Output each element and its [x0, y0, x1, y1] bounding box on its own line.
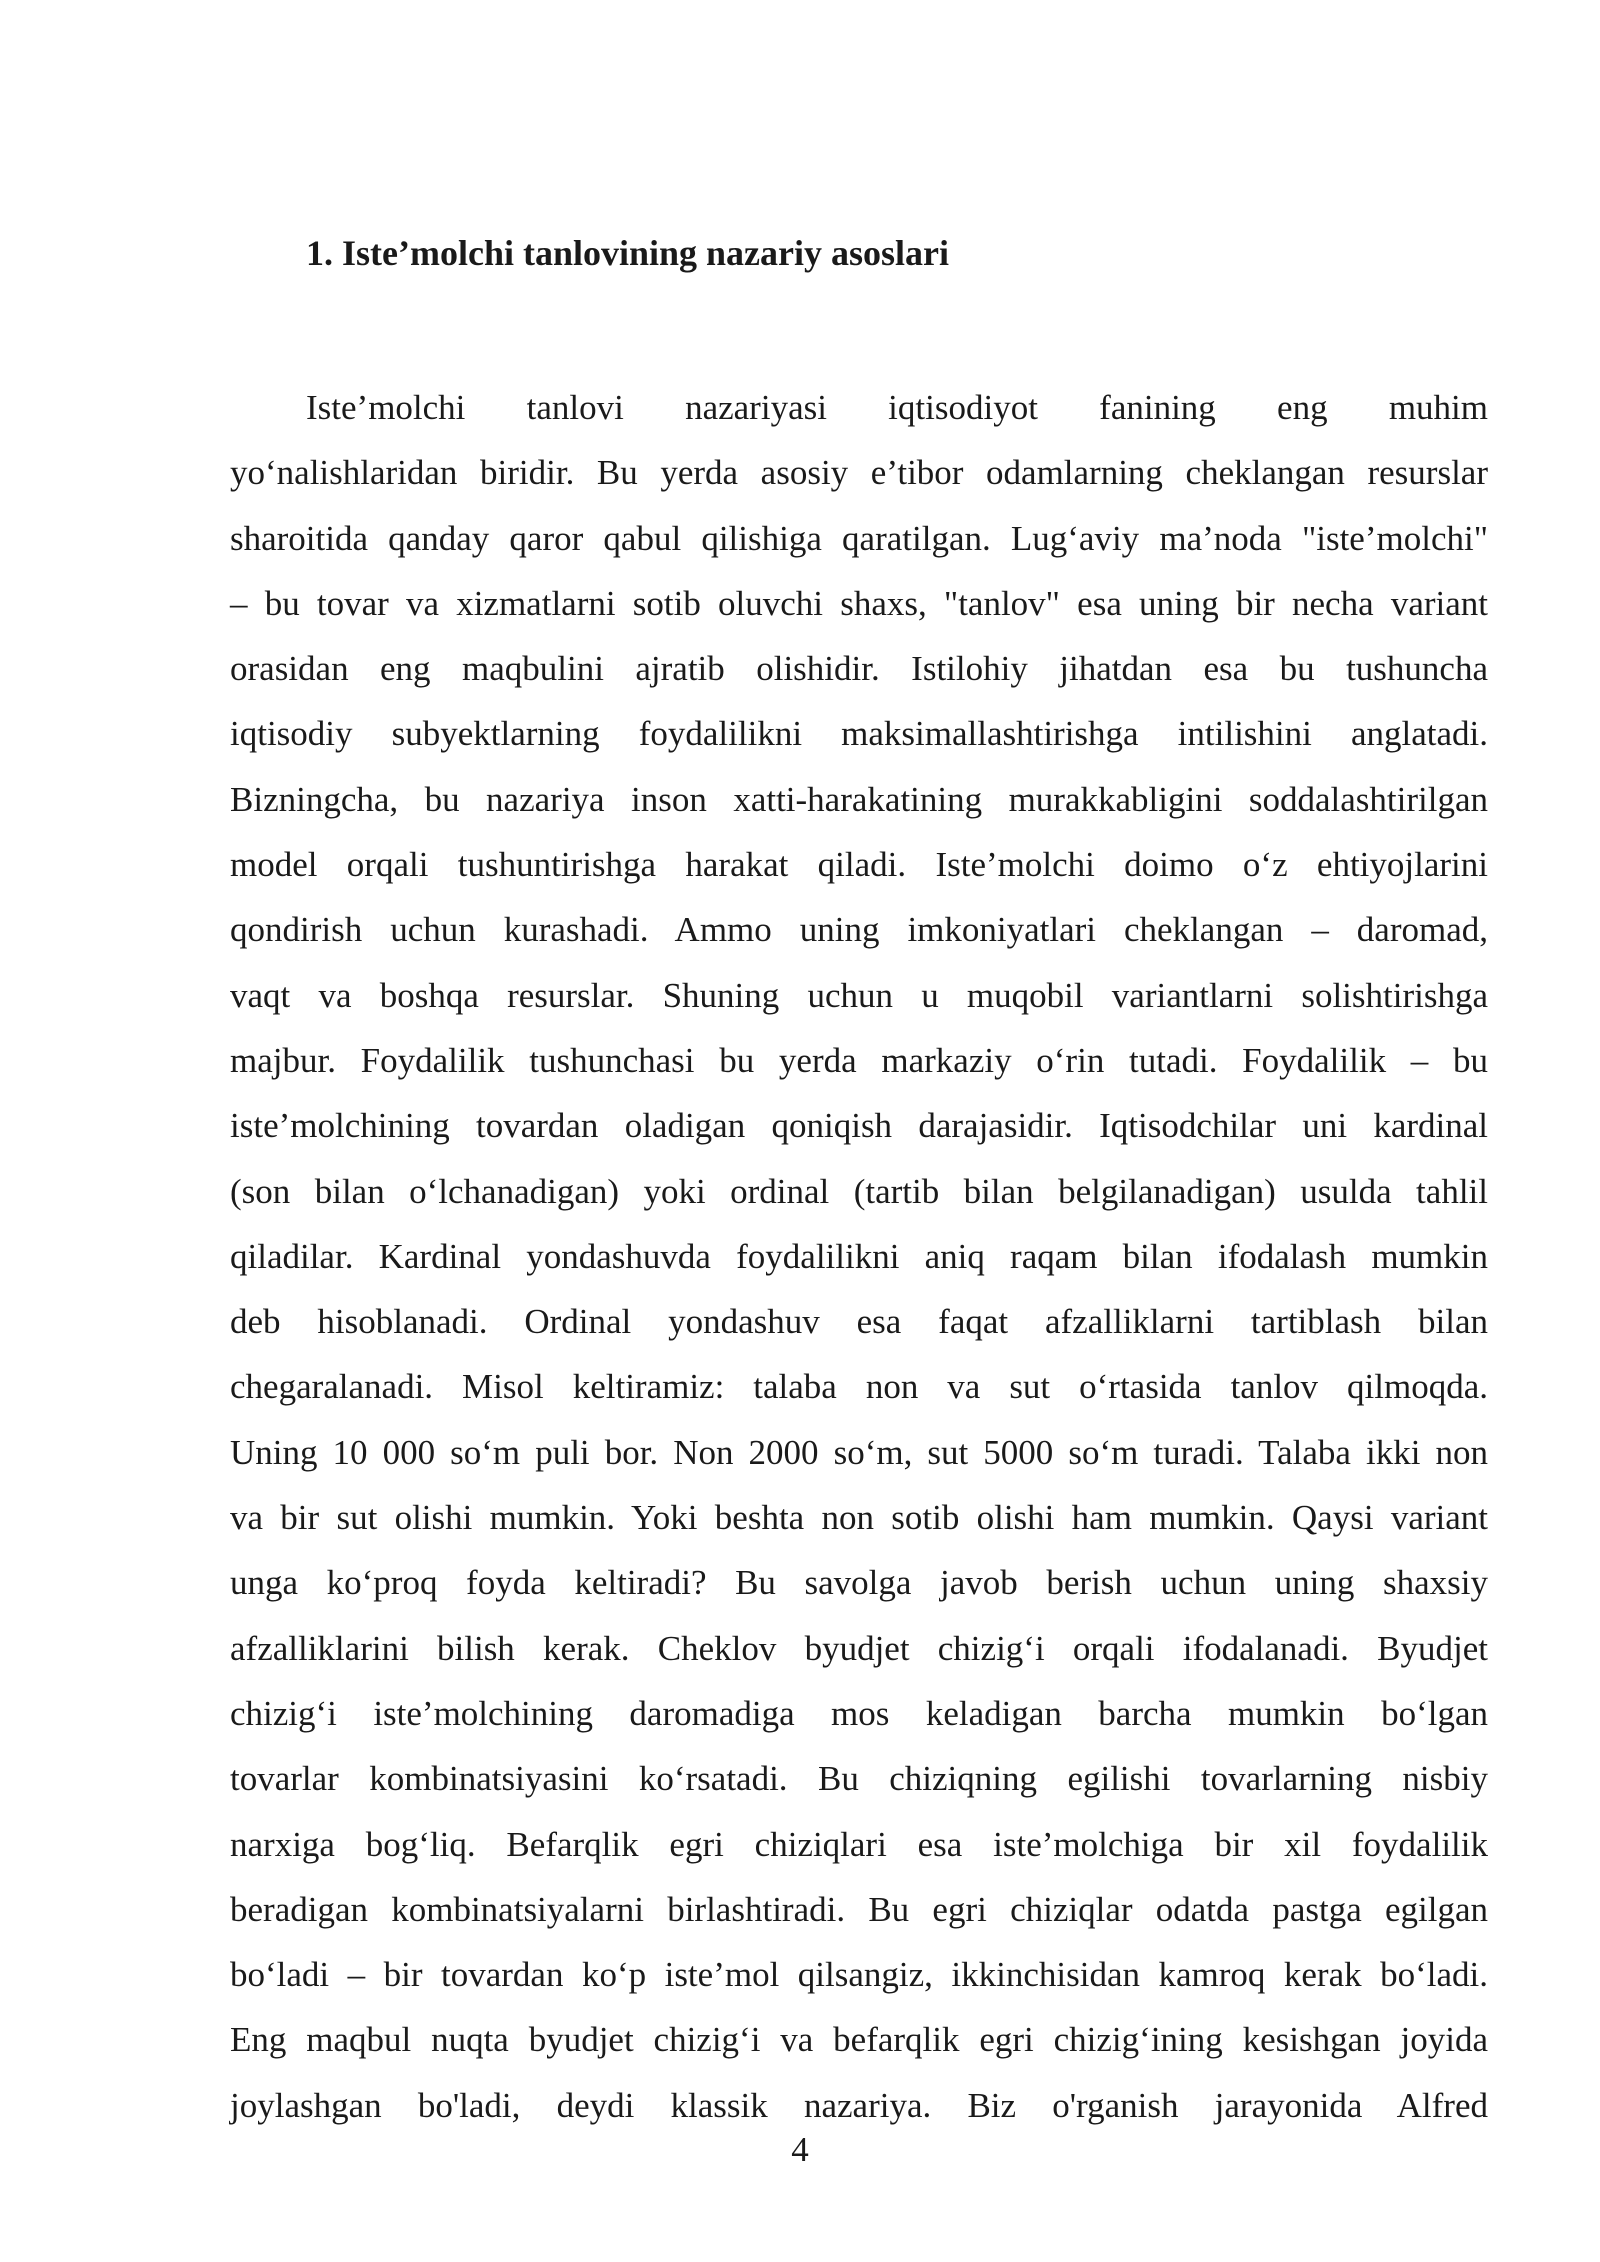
paragraph-line: vaqt va boshqa resurslar. Shuning uchun u muqobil variantlarni solishtirishga [230, 975, 1488, 1015]
paragraph-line: model orqali tushuntirishga harakat qiladi. Iste’molchi doimo o‘z ehtiyojlarini [230, 845, 1488, 885]
section-heading: 1. Iste’molchi tanlovining nazariy asoslari [306, 233, 950, 273]
paragraph-line: qondirish uchun kurashadi. Ammo uning imkoniyatlari cheklangan – daromad, [230, 910, 1488, 950]
paragraph-line: narxiga bog‘liq. Befarqlik egri chiziqlari esa iste’molchiga bir xil foydalilik [230, 1824, 1488, 1864]
paragraph-line: bo‘ladi – bir tovardan ko‘p iste’mol qilsangiz, ikkinchisidan kamroq kerak bo‘ladi. [230, 1955, 1488, 1995]
paragraph-line: va bir sut olishi mumkin. Yoki beshta non sotib olishi ham mumkin. Qaysi variant [230, 1498, 1488, 1538]
paragraph-line: afzalliklarini bilish kerak. Cheklov byudjet chizig‘i orqali ifodalanadi. Byudjet [230, 1628, 1488, 1668]
page-number: 4 [791, 2130, 809, 2169]
paragraph-line: unga ko‘proq foyda keltiradi? Bu savolga javob berish uchun uning shaxsiy [230, 1563, 1488, 1603]
paragraph-line: iqtisodiy subyektlarning foydalilikni maksimallashtirishga intilishini anglatadi. [230, 714, 1488, 754]
paragraph-line: joylashgan bo'ladi, deydi klassik nazariya. Biz o'rganish jarayonida Alfred [230, 2085, 1488, 2125]
paragraph-line: chizig‘i iste’molchining daromadiga mos keladigan barcha mumkin bo‘lgan [230, 1693, 1488, 1733]
paragraph-line: chegaralanadi. Misol keltiramiz: talaba non va sut o‘rtasida tanlov qilmoqda. [230, 1367, 1488, 1407]
paragraph-line: beradigan kombinatsiyalarni birlashtiradi. Bu egri chiziqlar odatda pastga egilgan [230, 1889, 1488, 1929]
paragraph-line: Uning 10 000 so‘m puli bor. Non 2000 so‘m, sut 5000 so‘m turadi. Talaba ikki non [230, 1432, 1488, 1472]
paragraph-line: Bizningcha, bu nazariya inson xatti-harakatining murakkabligini soddalashtirilgan [230, 779, 1488, 819]
paragraph-line: sharoitida qanday qaror qabul qilishiga qaratilgan. Lug‘aviy ma’noda "iste’molchi" [230, 518, 1488, 558]
paragraph-line: tovarlar kombinatsiyasini ko‘rsatadi. Bu chiziqning egilishi tovarlarning nisbiy [230, 1759, 1488, 1799]
paragraph-line: orasidan eng maqbulini ajratib olishidir. Istilohiy jihatdan esa bu tushuncha [230, 649, 1488, 689]
paragraph-line: iste’molchining tovardan oladigan qoniqish darajasidir. Iqtisodchilar uni kardinal [230, 1106, 1488, 1146]
paragraph-line: majbur. Foydalilik tushunchasi bu yerda markaziy o‘rin tutadi. Foydalilik – bu [230, 1040, 1488, 1080]
paragraph-line: deb hisoblanadi. Ordinal yondashuv esa faqat afzalliklarni tartiblash bilan [230, 1302, 1488, 1342]
paragraph-line: qiladilar. Kardinal yondashuvda foydalilikni aniq raqam bilan ifodalash mumkin [230, 1236, 1488, 1276]
body-paragraph [230, 375, 1488, 2138]
paragraph-line: yo‘nalishlaridan biridir. Bu yerda asosiy e’tibor odamlarning cheklangan resurslar [230, 453, 1488, 493]
paragraph-line: (son bilan o‘lchanadigan) yoki ordinal (tartib bilan belgilanadigan) usulda tahlil [230, 1171, 1488, 1211]
paragraph-line: Iste’molchi tanlovi nazariyasi iqtisodiyot fanining eng muhim [306, 388, 1488, 427]
paragraph-line: – bu tovar va xizmatlarni sotib oluvchi shaxs, "tanlov" esa uning bir necha variant [230, 583, 1488, 623]
paragraph-line: Eng maqbul nuqta byudjet chizig‘i va befarqlik egri chizig‘ining kesishgan joyida [230, 2020, 1488, 2060]
